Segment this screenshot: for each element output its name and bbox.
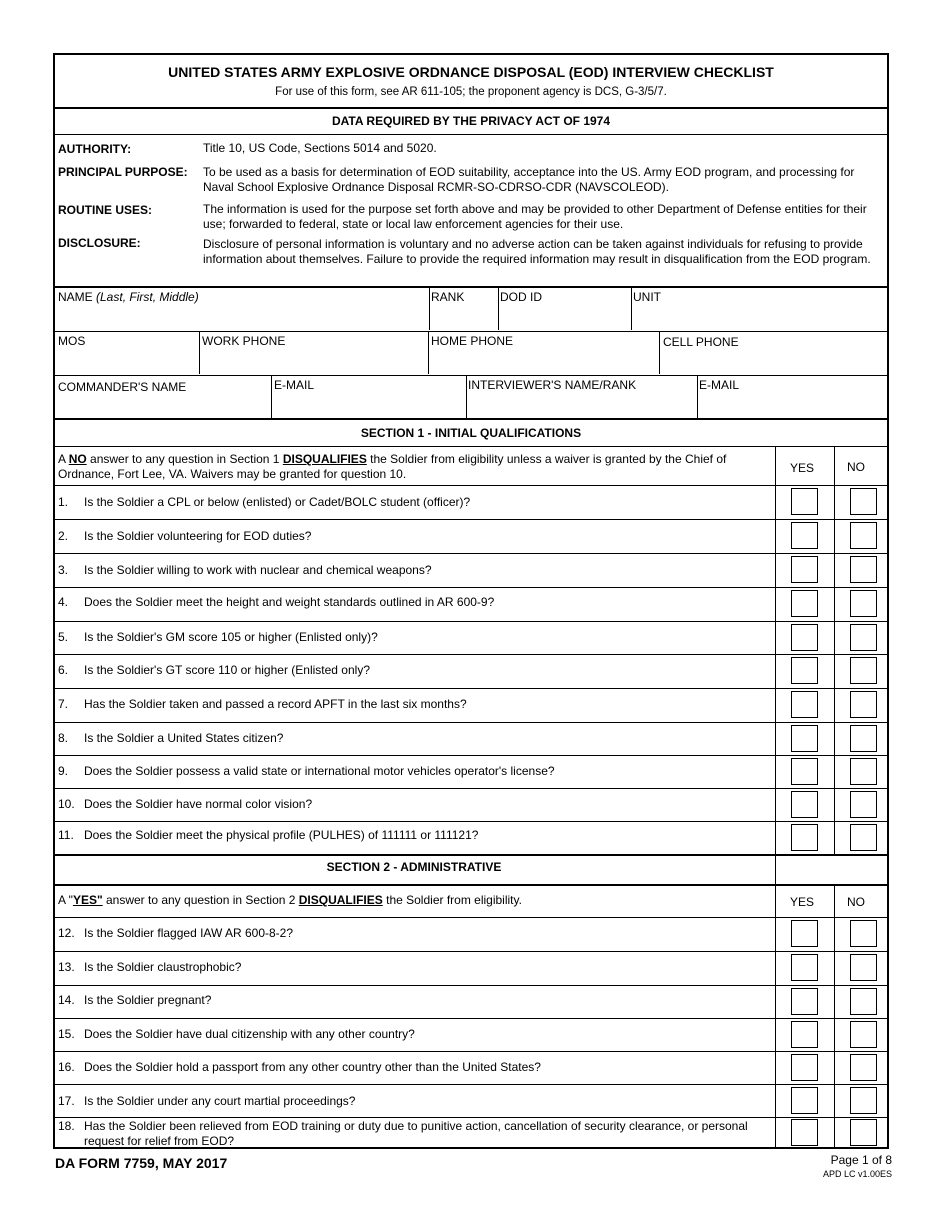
question-number: 2. — [58, 529, 69, 543]
no-checkbox[interactable] — [850, 1087, 877, 1114]
instr-yes-emphasis: YES" — [72, 893, 103, 907]
name-field[interactable] — [55, 288, 429, 330]
question-text: Is the Soldier's GT score 110 or higher (Enlisted only? — [84, 663, 370, 677]
divider — [55, 755, 887, 756]
no-checkbox[interactable] — [850, 624, 877, 651]
question-row — [55, 1117, 887, 1149]
rank-field[interactable] — [430, 288, 498, 330]
no-checkbox[interactable] — [850, 1021, 877, 1048]
yes-checkbox[interactable] — [791, 1021, 818, 1048]
form-page — [53, 53, 889, 1149]
work-phone-label: WORK PHONE — [202, 334, 286, 348]
question-text: Is the Soldier volunteering for EOD duties? — [84, 529, 312, 543]
yes-checkbox[interactable] — [791, 920, 818, 947]
commander-email-field[interactable] — [272, 376, 466, 418]
rank-label: RANK — [431, 290, 465, 304]
yes-checkbox[interactable] — [791, 1119, 818, 1146]
unit-label: UNIT — [633, 290, 661, 304]
divider — [55, 821, 887, 822]
home-phone-field[interactable] — [429, 332, 659, 374]
question-number: 17. — [58, 1094, 75, 1108]
instr-text: the Soldier from eligibility unless a waiver is granted by the Chief of Ordnance, Fort Lee, VA. Waivers may be granted for question 10. — [58, 452, 727, 481]
authority-text: Title 10, US Code, Sections 5014 and 5020. — [203, 141, 437, 155]
yes-checkbox[interactable] — [791, 624, 818, 651]
cell-phone-label: CELL PHONE — [663, 335, 739, 349]
privacy-heading: DATA REQUIRED BY THE PRIVACY ACT OF 1974 — [331, 114, 611, 128]
divider — [55, 519, 887, 520]
question-text: Is the Soldier flagged IAW AR 600-8-2? — [84, 926, 294, 940]
question-text: Does the Soldier meet the physical profile (PULHES) of 111111 or 111121? — [84, 828, 479, 842]
yes-checkbox[interactable] — [791, 758, 818, 785]
question-text: Has the Soldier taken and passed a record APFT in the last six months? — [84, 697, 467, 711]
divider — [55, 854, 887, 856]
question-row — [55, 519, 887, 553]
question-row — [55, 688, 887, 722]
section1-no-header: NO — [847, 460, 865, 474]
divider — [55, 722, 887, 723]
cell-phone-field[interactable] — [660, 332, 887, 374]
question-number: 9. — [58, 764, 69, 778]
no-checkbox[interactable] — [850, 791, 877, 818]
no-checkbox[interactable] — [850, 1054, 877, 1081]
mos-label: MOS — [58, 334, 86, 348]
question-number: 8. — [58, 731, 69, 745]
mos-field[interactable] — [55, 332, 199, 374]
dod-id-label: DOD ID — [500, 290, 542, 304]
no-checkbox[interactable] — [850, 522, 877, 549]
question-text: Does the Soldier have normal color vision? — [84, 797, 313, 811]
name-hint: (Last, First, Middle) — [96, 290, 199, 304]
question-text: Does the Soldier meet the height and weight standards outlined in AR 600-9? — [84, 595, 495, 609]
question-row — [55, 951, 887, 985]
divider — [55, 621, 887, 622]
no-checkbox[interactable] — [850, 691, 877, 718]
yes-checkbox[interactable] — [791, 657, 818, 684]
no-checkbox[interactable] — [850, 488, 877, 515]
interviewer-field[interactable] — [467, 376, 697, 418]
yes-checkbox[interactable] — [791, 1087, 818, 1114]
divider — [55, 917, 887, 918]
question-number: 1. — [58, 495, 69, 509]
no-checkbox[interactable] — [850, 988, 877, 1015]
no-checkbox[interactable] — [850, 1119, 877, 1146]
disclosure-text: Disclosure of personal information is voluntary and no adverse action can be taken against individuals for refusing to provide information about themselves. Failure to provide the required information may result in disqualification from the EOD program. — [203, 237, 871, 266]
question-text: Is the Soldier pregnant? — [84, 993, 212, 1007]
divider — [55, 1051, 887, 1052]
interviewer-email-label: E-MAIL — [699, 378, 740, 392]
form-subtitle: For use of this form, see AR 611-105; the proponent agency is DCS, G-3/5/7. — [275, 86, 667, 98]
divider — [55, 485, 887, 486]
question-row — [55, 985, 887, 1018]
yes-checkbox[interactable] — [791, 824, 818, 851]
instr-disqualifies-emphasis: DISQUALIFIES — [282, 452, 367, 466]
divider — [55, 788, 887, 789]
question-number: 5. — [58, 630, 69, 644]
question-number: 6. — [58, 663, 69, 677]
question-text: Is the Soldier under any court martial proceedings? — [84, 1094, 356, 1108]
question-number: 14. — [58, 993, 75, 1007]
name-label: NAME — [58, 290, 93, 304]
yes-checkbox[interactable] — [791, 488, 818, 515]
section2-yes-header: YES — [790, 895, 815, 909]
no-checkbox[interactable] — [850, 824, 877, 851]
divider — [55, 134, 887, 135]
home-phone-label: HOME PHONE — [431, 334, 514, 348]
routine-uses-text: The information is used for the purpose set forth above and may be provided to other Department of Defense entities for their use; forwarded to federal, state or local law enforcement agencies for their use. — [203, 202, 867, 231]
section1-yes-header: YES — [790, 461, 815, 475]
yes-checkbox[interactable] — [791, 556, 818, 583]
divider — [55, 985, 887, 986]
yes-checkbox[interactable] — [791, 988, 818, 1015]
divider — [55, 1084, 887, 1085]
question-row — [55, 1018, 887, 1051]
question-text: Is the Soldier a United States citizen? — [84, 731, 284, 745]
question-row — [55, 485, 887, 519]
yes-checkbox[interactable] — [791, 1054, 818, 1081]
question-text: Has the Soldier been relieved from EOD training or duty due to punitive action, cancellation of security clearance, or personal request for relief from EOD? — [84, 1119, 748, 1148]
question-number: 16. — [58, 1060, 75, 1074]
no-checkbox[interactable] — [850, 725, 877, 752]
instr-no-emphasis: NO — [68, 452, 87, 466]
section2-heading: SECTION 2 - ADMINISTRATIVE — [326, 860, 502, 874]
form-title: UNITED STATES ARMY EXPLOSIVE ORDNANCE DISPOSAL (EOD) INTERVIEW CHECKLIST — [168, 64, 774, 80]
section2-no-header: NO — [847, 895, 865, 909]
question-number: 15. — [58, 1027, 75, 1041]
purpose-label: PRINCIPAL PURPOSE: — [58, 165, 188, 179]
no-checkbox[interactable] — [850, 758, 877, 785]
divider — [55, 1018, 887, 1019]
question-text: Does the Soldier possess a valid state or international motor vehicles operator's license? — [84, 764, 555, 778]
no-checkbox[interactable] — [850, 920, 877, 947]
instr-text: the Soldier from eligibility. — [382, 893, 522, 907]
question-text: Does the Soldier have dual citizenship with any other country? — [84, 1027, 415, 1041]
yes-checkbox[interactable] — [791, 522, 818, 549]
purpose-text: To be used as a basis for determination of EOD suitability, acceptance into the US. Army EOD program, and processing for Naval School Explosive Ordnance Disposal RCMR-SO-CDRSO-CDR (NAVSCOLEOD). — [203, 165, 855, 194]
routine-uses-label: ROUTINE USES: — [58, 203, 153, 217]
instr-disqualifies-emphasis: DISQUALIFIES — [298, 893, 383, 907]
question-number: 7. — [58, 697, 69, 711]
divider — [55, 654, 887, 655]
question-text: Does the Soldier hold a passport from any other country other than the United States? — [84, 1060, 541, 1074]
divider — [55, 446, 887, 447]
divider — [55, 1117, 887, 1118]
question-number: 13. — [58, 960, 75, 974]
yes-checkbox[interactable] — [791, 590, 818, 617]
divider — [55, 884, 887, 886]
no-checkbox[interactable] — [850, 954, 877, 981]
question-text: Is the Soldier claustrophobic? — [84, 960, 242, 974]
no-checkbox[interactable] — [850, 657, 877, 684]
divider — [55, 688, 887, 689]
question-text: Is the Soldier willing to work with nuclear and chemical weapons? — [84, 563, 432, 577]
question-row — [55, 722, 887, 755]
divider — [775, 446, 776, 854]
yes-checkbox[interactable] — [791, 725, 818, 752]
question-number: 3. — [58, 563, 69, 577]
section2-instructions — [58, 893, 768, 908]
divider — [55, 553, 887, 554]
question-row — [55, 553, 887, 587]
commander-name-field[interactable] — [55, 376, 271, 418]
form-number: DA FORM 7759, MAY 2017 — [55, 1155, 228, 1171]
no-checkbox[interactable] — [850, 556, 877, 583]
divider — [775, 855, 776, 1147]
authority-label: AUTHORITY: — [58, 142, 132, 156]
question-row — [55, 1051, 887, 1084]
version-label: APD LC v1.00ES — [822, 1169, 892, 1179]
section1-instructions — [58, 452, 768, 482]
question-number: 10. — [58, 797, 75, 811]
no-checkbox[interactable] — [850, 590, 877, 617]
divider — [55, 418, 887, 420]
page-number: Page 1 of 8 — [830, 1153, 892, 1167]
interviewer-email-field[interactable] — [698, 376, 887, 418]
question-row — [55, 755, 887, 788]
unit-field[interactable] — [632, 288, 887, 330]
question-number: 4. — [58, 595, 69, 609]
question-row — [55, 788, 887, 821]
question-text: Is the Soldier a CPL or below (enlisted) or Cadet/BOLC student (officer)? — [84, 495, 471, 509]
instr-text: A " — [58, 893, 73, 907]
question-row — [55, 1084, 887, 1117]
instr-text: answer to any question in Section 2 — [102, 893, 299, 907]
disclosure-label: DISCLOSURE: — [58, 236, 141, 250]
question-number: 18. — [58, 1119, 75, 1133]
divider — [55, 587, 887, 588]
name-field-label — [58, 290, 199, 304]
yes-checkbox[interactable] — [791, 691, 818, 718]
question-text: Is the Soldier's GM score 105 or higher (Enlisted only)? — [84, 630, 378, 644]
yes-checkbox[interactable] — [791, 954, 818, 981]
divider — [834, 885, 835, 1147]
question-row — [55, 587, 887, 621]
question-row — [55, 654, 887, 688]
instr-text: answer to any question in Section 1 — [86, 452, 283, 466]
question-row — [55, 821, 887, 854]
question-number: 12. — [58, 926, 75, 940]
commander-name-label: COMMANDER'S NAME — [58, 380, 187, 394]
work-phone-field[interactable] — [200, 332, 428, 374]
dod-id-field[interactable] — [499, 288, 631, 330]
question-number: 11. — [58, 828, 74, 842]
question-row — [55, 621, 887, 654]
section1-heading: SECTION 1 - INITIAL QUALIFICATIONS — [360, 426, 582, 440]
question-row — [55, 917, 887, 951]
divider — [834, 446, 835, 854]
commander-email-label: E-MAIL — [274, 378, 315, 392]
yes-checkbox[interactable] — [791, 791, 818, 818]
divider — [55, 951, 887, 952]
instr-text: A — [58, 452, 69, 466]
divider — [55, 107, 887, 109]
interviewer-label: INTERVIEWER'S NAME/RANK — [468, 378, 637, 392]
